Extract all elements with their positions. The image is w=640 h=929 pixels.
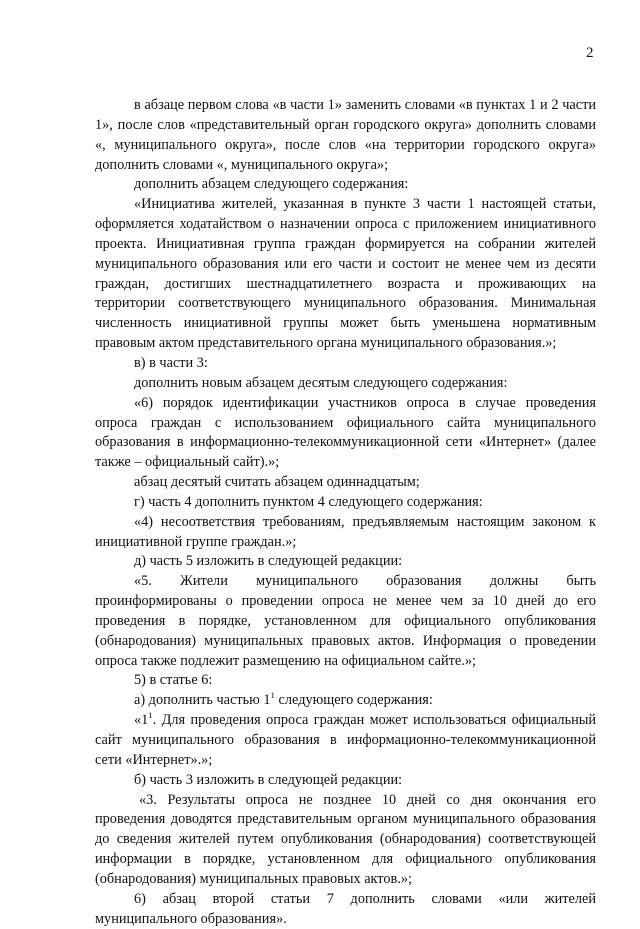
page-number: 2	[586, 45, 594, 61]
paragraph-8: г) часть 4 дополнить пунктом 4 следующего содержания:	[134, 493, 483, 510]
paragraph-4: в) в части 3:	[134, 354, 208, 371]
paragraph-14-quote	[95, 711, 596, 771]
paragraph-7: абзац десятый считать абзацем одиннадцатым;	[134, 474, 420, 491]
paragraph-11-quote: «5. Жители муниципального образования должны быть проинформированы о проведении опроса не менее чем за 10 дней до его проведения в порядке, установленном для официального опубликования (обнародования) муниципальных правовых актов. Информация о проведении опроса также подлежит размещению на официальном сайте.»;	[95, 573, 596, 669]
paragraph-3-quote: «Инициатива жителей, указанная в пункте 3 части 1 настоящей статьи, оформляется ходатайством о назначении опроса с приложением инициативного проекта. Инициативная группа граждан формируется на собрании жителей муниципального образования или его части и состоит не менее чем из десяти граждан, достигших шестнадцатилетнего возраста и проживающих на территории соответствующего муниципального образования. Минимальная численность инициативной группы может быть уменьшена нормативным правовым актом представительного органа муниципального образования.»;	[95, 196, 596, 352]
superscript-1: 1	[148, 710, 153, 721]
paragraph-14-tail: . Для проведения опроса граждан может использоваться официальный сайт муниципального образования в информационно-телекоммуникационной сети «Интернет».»;	[95, 712, 596, 768]
paragraph-16-quote: «3. Результаты опроса не позднее 10 дней со дня окончания его проведения доводятся представительным органом муниципального образования до сведения жителей путем опубликования (обнародования) соответствующей информации в порядке, установленном для официального опубликования (обнародования) муниципальных правовых актов.»;	[95, 791, 596, 887]
paragraph-15: б) часть 3 изложить в следующей редакции:	[134, 771, 403, 788]
paragraph-14-text: «1	[134, 712, 149, 729]
paragraph-1: в абзаце первом слова «в части 1» заменить словами «в пунктах 1 и 2 части 1», после слов «представительный орган городского округа» дополнить словами «, муниципального округа», после слов «на территории городского округа» дополнить словами «, муниципального округа»;	[95, 97, 596, 173]
paragraph-13	[95, 691, 596, 711]
paragraph-13-text: а) дополнить частью 1	[134, 692, 271, 709]
paragraph-5: дополнить новым абзацем десятым следующего содержания:	[134, 374, 508, 391]
paragraph-10: д) часть 5 изложить в следующей редакции:	[134, 553, 403, 570]
paragraph-9-quote: «4) несоответствия требованиям, предъявляемым настоящим законом к инициативной группе граждан.»;	[95, 513, 596, 550]
document-body	[95, 96, 596, 929]
paragraph-6-quote: «6) порядок идентификации участников опроса в случае проведения опроса граждан с использованием официального сайта муниципального образования в информационно-телекоммуникационной сети «Интернет» (далее также – официальный сайт).»;	[95, 394, 596, 471]
superscript-1: 1	[270, 690, 275, 701]
paragraph-12: 5) в статье 6:	[134, 672, 213, 689]
paragraph-2: дополнить абзацем следующего содержания:	[134, 176, 409, 193]
paragraph-13-tail: следующего содержания:	[274, 692, 433, 709]
paragraph-17: 6) абзац второй статьи 7 дополнить словами «или жителей муниципального образования».	[95, 890, 596, 927]
